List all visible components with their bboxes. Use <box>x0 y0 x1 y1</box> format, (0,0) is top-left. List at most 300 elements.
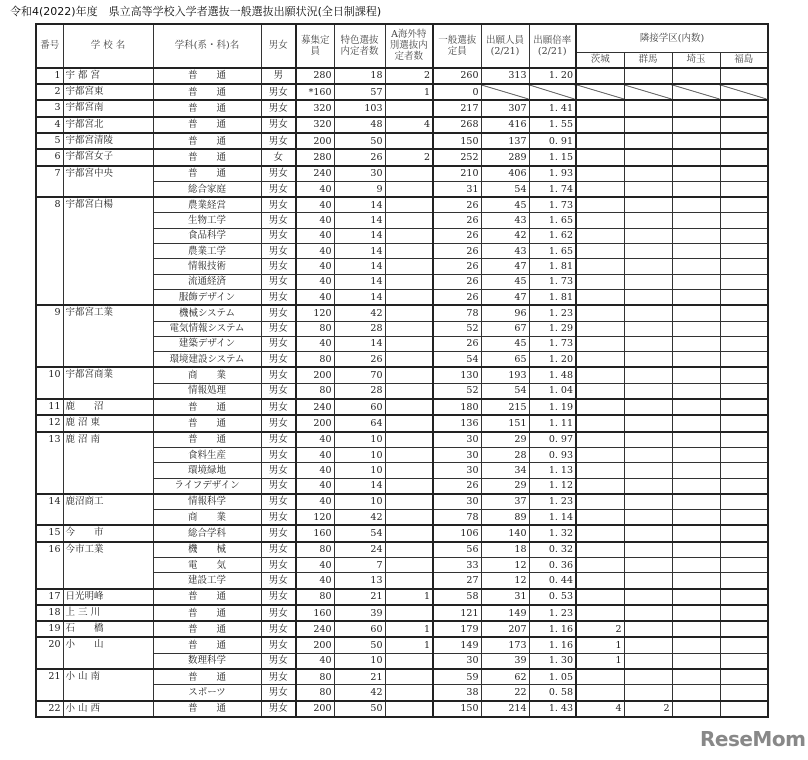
cell-gunma <box>624 653 672 669</box>
cell-general: 179 <box>433 621 481 637</box>
cell-tokushoku: 50 <box>334 637 385 653</box>
cell-saitama <box>672 289 720 305</box>
cell-fukushima <box>720 133 768 149</box>
cell-ibaraki <box>576 181 624 197</box>
cell-capacity: *160 <box>296 84 334 100</box>
cell-fukushima <box>720 149 768 165</box>
cell-applicants: 12 <box>481 573 529 589</box>
cell-a-kaigai: 1 <box>385 637 433 653</box>
school-number: 22 <box>36 701 63 717</box>
cell-tokushoku: 50 <box>334 701 385 717</box>
cell-gunma <box>624 305 672 321</box>
cell-sex: 男女 <box>261 558 296 573</box>
cell-capacity: 40 <box>296 558 334 573</box>
cell-capacity: 240 <box>296 166 334 182</box>
school-number: 21 <box>36 669 63 701</box>
table-row <box>36 432 768 448</box>
table-row <box>36 605 768 621</box>
cell-saitama <box>672 166 720 182</box>
cell-capacity: 40 <box>296 289 334 305</box>
header-school: 学 校 名 <box>63 24 153 68</box>
cell-gunma <box>624 383 672 399</box>
cell-capacity: 40 <box>296 213 334 228</box>
cell-tokushoku: 42 <box>334 510 385 526</box>
cell-ibaraki <box>576 447 624 462</box>
header-neighbor: 隣接学区(内数) <box>576 24 768 52</box>
cell-ratio: 1. 30 <box>529 653 576 669</box>
cell-applicants: 307 <box>481 100 529 116</box>
cell-saitama <box>672 399 720 415</box>
cell-general: 30 <box>433 432 481 448</box>
cell-applicants: 214 <box>481 701 529 717</box>
cell-ibaraki <box>576 510 624 526</box>
cell-capacity: 200 <box>296 415 334 431</box>
school-number: 13 <box>36 432 63 494</box>
cell-ratio: 1. 23 <box>529 494 576 510</box>
cell-a-kaigai <box>385 669 433 685</box>
cell-dept: 食料生産 <box>153 447 261 462</box>
cell-applicants: 416 <box>481 117 529 133</box>
cell-gunma <box>624 367 672 383</box>
cell-capacity: 320 <box>296 117 334 133</box>
cell-gunma <box>624 289 672 305</box>
cell-gunma <box>624 133 672 149</box>
cell-tokushoku: 42 <box>334 305 385 321</box>
cell-a-kaigai <box>385 244 433 259</box>
cell-ibaraki <box>576 84 624 100</box>
school-number: 12 <box>36 415 63 431</box>
cell-capacity: 160 <box>296 605 334 621</box>
cell-capacity: 80 <box>296 542 334 558</box>
cell-a-kaigai <box>385 367 433 383</box>
cell-general: 260 <box>433 68 481 84</box>
cell-sex: 男女 <box>261 117 296 133</box>
header-ratio: 出願倍率(2/21) <box>529 24 576 68</box>
cell-saitama <box>672 321 720 336</box>
cell-capacity: 40 <box>296 432 334 448</box>
school-number: 7 <box>36 166 63 198</box>
cell-capacity: 40 <box>296 447 334 462</box>
cell-tokushoku: 21 <box>334 669 385 685</box>
cell-ratio: 1. 65 <box>529 213 576 228</box>
cell-general: 26 <box>433 228 481 243</box>
cell-dept: 情報技術 <box>153 259 261 274</box>
cell-dept: 農業工学 <box>153 244 261 259</box>
cell-applicants: 43 <box>481 244 529 259</box>
cell-ratio: 1. 16 <box>529 637 576 653</box>
school-number: 20 <box>36 637 63 669</box>
cell-ibaraki: 2 <box>576 621 624 637</box>
table-row <box>36 399 768 415</box>
cell-dept: 機 械 <box>153 542 261 558</box>
cell-applicants: 313 <box>481 68 529 84</box>
cell-fukushima <box>720 228 768 243</box>
cell-capacity: 280 <box>296 68 334 84</box>
cell-tokushoku: 48 <box>334 117 385 133</box>
cell-a-kaigai <box>385 542 433 558</box>
cell-sex: 男女 <box>261 494 296 510</box>
cell-ratio: 1. 20 <box>529 68 576 84</box>
cell-tokushoku: 30 <box>334 166 385 182</box>
cell-dept: 普 通 <box>153 133 261 149</box>
header-general: 一般選抜定員 <box>433 24 481 68</box>
cell-fukushima <box>720 478 768 494</box>
cell-a-kaigai <box>385 463 433 478</box>
cell-a-kaigai <box>385 432 433 448</box>
cell-applicants: 207 <box>481 621 529 637</box>
cell-applicants: 406 <box>481 166 529 182</box>
cell-fukushima <box>720 383 768 399</box>
cell-gunma <box>624 525 672 541</box>
cell-applicants: 140 <box>481 525 529 541</box>
cell-capacity: 40 <box>296 197 334 213</box>
cell-ratio: 1. 74 <box>529 181 576 197</box>
cell-a-kaigai <box>385 197 433 213</box>
cell-gunma <box>624 621 672 637</box>
cell-tokushoku: 14 <box>334 289 385 305</box>
cell-applicants: 28 <box>481 447 529 462</box>
cell-gunma <box>624 494 672 510</box>
cell-dept: 普 通 <box>153 166 261 182</box>
cell-sex: 男女 <box>261 510 296 526</box>
cell-ratio: 1. 29 <box>529 321 576 336</box>
cell-a-kaigai <box>385 478 433 494</box>
cell-saitama <box>672 305 720 321</box>
cell-capacity: 80 <box>296 383 334 399</box>
cell-dept: 総合家庭 <box>153 181 261 197</box>
cell-sex: 男女 <box>261 399 296 415</box>
cell-gunma <box>624 669 672 685</box>
cell-gunma <box>624 352 672 368</box>
cell-ibaraki <box>576 197 624 213</box>
cell-a-kaigai <box>385 447 433 462</box>
cell-sex: 男女 <box>261 653 296 669</box>
cell-capacity: 120 <box>296 305 334 321</box>
cell-sex: 男女 <box>261 305 296 321</box>
cell-fukushima <box>720 367 768 383</box>
cell-ratio: 1. 73 <box>529 197 576 213</box>
table-row <box>36 84 768 100</box>
cell-fukushima <box>720 197 768 213</box>
cell-sex: 男女 <box>261 605 296 621</box>
cell-general: 121 <box>433 605 481 621</box>
cell-applicants: 62 <box>481 669 529 685</box>
cell-saitama <box>672 558 720 573</box>
cell-saitama <box>672 84 720 100</box>
cell-dept: 普 通 <box>153 100 261 116</box>
cell-ratio <box>529 84 576 100</box>
cell-fukushima <box>720 117 768 133</box>
cell-gunma <box>624 84 672 100</box>
cell-ibaraki <box>576 432 624 448</box>
cell-gunma <box>624 573 672 589</box>
cell-ratio: 1. 55 <box>529 117 576 133</box>
cell-applicants: 34 <box>481 463 529 478</box>
cell-applicants: 39 <box>481 653 529 669</box>
cell-sex: 男女 <box>261 589 296 605</box>
cell-ratio: 1. 14 <box>529 510 576 526</box>
cell-a-kaigai <box>385 558 433 573</box>
school-number: 19 <box>36 621 63 637</box>
cell-general: 59 <box>433 669 481 685</box>
cell-ibaraki <box>576 213 624 228</box>
cell-gunma <box>624 274 672 289</box>
cell-fukushima <box>720 669 768 685</box>
cell-applicants: 137 <box>481 133 529 149</box>
cell-ibaraki: 1 <box>576 653 624 669</box>
cell-applicants: 173 <box>481 637 529 653</box>
cell-applicants: 43 <box>481 213 529 228</box>
cell-tokushoku: 64 <box>334 415 385 431</box>
school-number: 2 <box>36 84 63 100</box>
cell-applicants: 18 <box>481 542 529 558</box>
cell-ibaraki <box>576 542 624 558</box>
cell-saitama <box>672 100 720 116</box>
cell-applicants: 65 <box>481 352 529 368</box>
cell-ibaraki <box>576 259 624 274</box>
cell-dept: 商 業 <box>153 367 261 383</box>
cell-sex: 男女 <box>261 573 296 589</box>
cell-sex: 男女 <box>261 463 296 478</box>
school-number: 11 <box>36 399 63 415</box>
cell-a-kaigai <box>385 289 433 305</box>
school-number: 4 <box>36 117 63 133</box>
cell-a-kaigai <box>385 166 433 182</box>
cell-a-kaigai <box>385 685 433 701</box>
cell-ratio: 1. 16 <box>529 621 576 637</box>
cell-capacity: 200 <box>296 701 334 717</box>
school-number: 10 <box>36 367 63 399</box>
cell-dept: 環境建設システム <box>153 352 261 368</box>
cell-tokushoku: 14 <box>334 197 385 213</box>
cell-a-kaigai <box>385 352 433 368</box>
cell-a-kaigai <box>385 383 433 399</box>
cell-applicants: 54 <box>481 181 529 197</box>
cell-dept: スポーツ <box>153 685 261 701</box>
cell-saitama <box>672 181 720 197</box>
cell-sex: 男女 <box>261 228 296 243</box>
cell-saitama <box>672 510 720 526</box>
table-row <box>36 542 768 558</box>
cell-general: 27 <box>433 573 481 589</box>
table-row <box>36 68 768 84</box>
cell-gunma <box>624 166 672 182</box>
header-tokushoku: 特色選抜内定者数 <box>334 24 385 68</box>
cell-general: 30 <box>433 494 481 510</box>
cell-dept: 農業経営 <box>153 197 261 213</box>
cell-tokushoku: 10 <box>334 653 385 669</box>
school-number: 16 <box>36 542 63 589</box>
cell-ratio: 1. 48 <box>529 367 576 383</box>
cell-a-kaigai <box>385 525 433 541</box>
cell-dept: 電 気 <box>153 558 261 573</box>
cell-ibaraki <box>576 274 624 289</box>
cell-sex: 男女 <box>261 415 296 431</box>
school-name: 今 市 <box>63 525 153 541</box>
cell-fukushima <box>720 494 768 510</box>
cell-a-kaigai <box>385 653 433 669</box>
cell-saitama <box>672 149 720 165</box>
cell-capacity: 120 <box>296 510 334 526</box>
cell-ibaraki: 4 <box>576 701 624 717</box>
cell-capacity: 200 <box>296 637 334 653</box>
cell-fukushima <box>720 573 768 589</box>
cell-ibaraki <box>576 336 624 351</box>
cell-gunma <box>624 259 672 274</box>
cell-gunma <box>624 100 672 116</box>
cell-tokushoku: 60 <box>334 621 385 637</box>
cell-applicants <box>481 84 529 100</box>
cell-tokushoku: 103 <box>334 100 385 116</box>
cell-a-kaigai <box>385 274 433 289</box>
cell-ibaraki <box>576 463 624 478</box>
cell-dept: 商 業 <box>153 510 261 526</box>
cell-sex: 男女 <box>261 197 296 213</box>
cell-applicants: 149 <box>481 605 529 621</box>
cell-ibaraki <box>576 68 624 84</box>
cell-general: 150 <box>433 133 481 149</box>
cell-capacity: 280 <box>296 149 334 165</box>
school-name: 宇都宮清陵 <box>63 133 153 149</box>
cell-a-kaigai: 4 <box>385 117 433 133</box>
school-name: 鹿 沼 <box>63 399 153 415</box>
cell-ibaraki <box>576 244 624 259</box>
cell-dept: 普 通 <box>153 84 261 100</box>
cell-saitama <box>672 133 720 149</box>
cell-ibaraki <box>576 669 624 685</box>
school-name: 鹿沼商工 <box>63 494 153 526</box>
cell-fukushima <box>720 701 768 717</box>
table-row <box>36 197 768 213</box>
cell-applicants: 67 <box>481 321 529 336</box>
cell-saitama <box>672 669 720 685</box>
cell-a-kaigai <box>385 415 433 431</box>
cell-saitama <box>672 197 720 213</box>
cell-general: 54 <box>433 352 481 368</box>
school-name: 鹿 沼 南 <box>63 432 153 494</box>
cell-fukushima <box>720 447 768 462</box>
cell-fukushima <box>720 558 768 573</box>
cell-dept: 総合学科 <box>153 525 261 541</box>
cell-ibaraki <box>576 321 624 336</box>
cell-a-kaigai <box>385 494 433 510</box>
cell-fukushima <box>720 84 768 100</box>
cell-tokushoku: 18 <box>334 68 385 84</box>
cell-saitama <box>672 494 720 510</box>
cell-a-kaigai: 2 <box>385 68 433 84</box>
cell-tokushoku: 21 <box>334 589 385 605</box>
table-row <box>36 133 768 149</box>
cell-tokushoku: 10 <box>334 463 385 478</box>
cell-a-kaigai <box>385 701 433 717</box>
cell-applicants: 29 <box>481 478 529 494</box>
cell-general: 150 <box>433 701 481 717</box>
cell-gunma <box>624 197 672 213</box>
cell-ratio: 0. 36 <box>529 558 576 573</box>
school-name: 小 山 西 <box>63 701 153 717</box>
cell-dept: 建設工学 <box>153 573 261 589</box>
cell-saitama <box>672 542 720 558</box>
header-applicants: 出願人員(2/21) <box>481 24 529 68</box>
cell-gunma <box>624 558 672 573</box>
school-number: 17 <box>36 589 63 605</box>
cell-saitama <box>672 653 720 669</box>
cell-capacity: 40 <box>296 653 334 669</box>
cell-tokushoku: 14 <box>334 478 385 494</box>
cell-ibaraki <box>576 383 624 399</box>
cell-ibaraki <box>576 525 624 541</box>
cell-sex: 女 <box>261 149 296 165</box>
cell-sex: 男女 <box>261 259 296 274</box>
cell-a-kaigai: 1 <box>385 84 433 100</box>
cell-capacity: 200 <box>296 133 334 149</box>
table-row <box>36 494 768 510</box>
cell-capacity: 160 <box>296 525 334 541</box>
cell-fukushima <box>720 463 768 478</box>
table-row <box>36 525 768 541</box>
cell-fukushima <box>720 605 768 621</box>
cell-general: 217 <box>433 100 481 116</box>
cell-gunma <box>624 510 672 526</box>
cell-gunma <box>624 542 672 558</box>
cell-general: 210 <box>433 166 481 182</box>
school-name: 石 橋 <box>63 621 153 637</box>
cell-ibaraki <box>576 166 624 182</box>
cell-general: 52 <box>433 321 481 336</box>
school-name: 宇都宮商業 <box>63 367 153 399</box>
cell-sex: 男女 <box>261 542 296 558</box>
cell-sex: 男女 <box>261 352 296 368</box>
cell-dept: 普 通 <box>153 415 261 431</box>
table-row <box>36 621 768 637</box>
cell-general: 149 <box>433 637 481 653</box>
cell-applicants: 29 <box>481 432 529 448</box>
cell-tokushoku: 14 <box>334 228 385 243</box>
cell-tokushoku: 42 <box>334 685 385 701</box>
cell-saitama <box>672 478 720 494</box>
cell-tokushoku: 14 <box>334 274 385 289</box>
cell-gunma <box>624 149 672 165</box>
cell-ratio: 1. 20 <box>529 352 576 368</box>
cell-fukushima <box>720 274 768 289</box>
cell-tokushoku: 39 <box>334 605 385 621</box>
cell-applicants: 22 <box>481 685 529 701</box>
cell-saitama <box>672 701 720 717</box>
cell-tokushoku: 26 <box>334 352 385 368</box>
cell-general: 78 <box>433 510 481 526</box>
cell-ratio: 0. 58 <box>529 685 576 701</box>
cell-tokushoku: 14 <box>334 259 385 274</box>
school-number: 5 <box>36 133 63 149</box>
cell-a-kaigai <box>385 100 433 116</box>
cell-saitama <box>672 213 720 228</box>
school-name: 宇都宮中央 <box>63 166 153 198</box>
cell-general: 30 <box>433 463 481 478</box>
cell-dept: 機械システム <box>153 305 261 321</box>
cell-a-kaigai: 1 <box>385 621 433 637</box>
cell-gunma <box>624 228 672 243</box>
cell-fukushima <box>720 415 768 431</box>
cell-fukushima <box>720 653 768 669</box>
cell-a-kaigai <box>385 213 433 228</box>
cell-sex: 男女 <box>261 213 296 228</box>
cell-ibaraki <box>576 352 624 368</box>
cell-general: 26 <box>433 289 481 305</box>
cell-tokushoku: 14 <box>334 213 385 228</box>
cell-ratio: 1. 73 <box>529 274 576 289</box>
cell-ratio: 1. 11 <box>529 415 576 431</box>
cell-fukushima <box>720 213 768 228</box>
